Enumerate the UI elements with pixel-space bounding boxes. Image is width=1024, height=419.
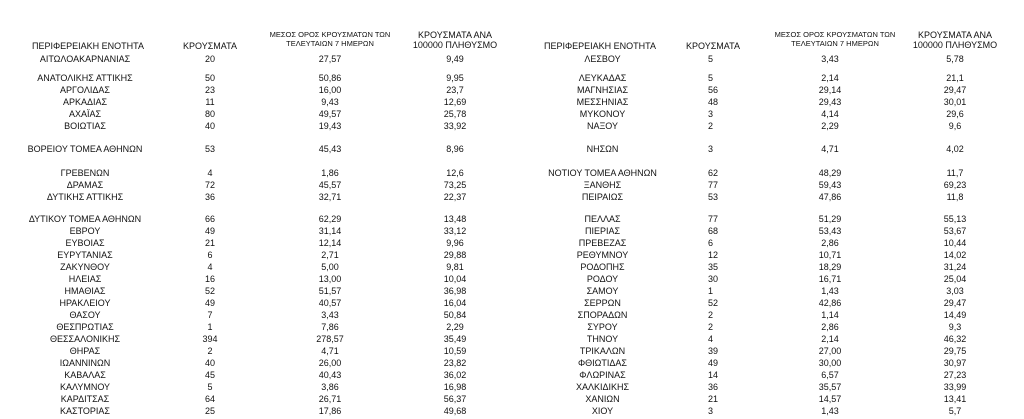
left-region-name: ΒΟΙΩΤΙΑΣ bbox=[64, 121, 106, 131]
right-cases-value: 49 bbox=[708, 358, 719, 368]
right-region-name: ΝΗΣΩΝ bbox=[586, 144, 619, 154]
right-per100k-value: 46,32 bbox=[943, 334, 967, 344]
right-cases-value: 2 bbox=[708, 310, 714, 320]
left-region-name: ΚΑΛΥΜΝΟΥ bbox=[59, 382, 111, 392]
right-avg-7day-value: 2,14 bbox=[821, 73, 839, 83]
left-cases-value: 20 bbox=[204, 54, 215, 64]
left-per100k-value: 49,68 bbox=[443, 406, 467, 416]
right-cases-value: 3 bbox=[708, 109, 714, 119]
left-region-name: ΘΗΡΑΣ bbox=[69, 346, 101, 356]
right-region-name: ΡΟΔΟΠΗΣ bbox=[580, 262, 625, 272]
left-avg-7day-value: 9,43 bbox=[321, 97, 339, 107]
right-region-name: ΞΑΝΘΗΣ bbox=[583, 180, 622, 190]
left-region-name: ΕΥΡΥΤΑΝΙΑΣ bbox=[57, 250, 113, 260]
left-region-name: ΚΑΒΑΛΑΣ bbox=[64, 370, 106, 380]
left-avg-7day-value: 3,43 bbox=[321, 310, 339, 320]
left-region-name: ΑΧΑΪΑΣ bbox=[68, 109, 102, 119]
left-region-name: ΕΒΡΟΥ bbox=[69, 226, 101, 236]
left-per100k-value: 16,98 bbox=[443, 382, 467, 392]
right-cases-value: 6 bbox=[708, 238, 714, 248]
left-cases-value: 25 bbox=[204, 406, 215, 416]
left-avg-7day-value: 32,71 bbox=[318, 192, 342, 202]
left-region-name: ΘΑΣΟΥ bbox=[69, 310, 101, 320]
right-region-name: ΧΑΛΚΙΔΙΚΗΣ bbox=[575, 382, 630, 392]
left-cases-value: 49 bbox=[204, 226, 215, 236]
left-region-name: ΚΑΣΤΟΡΙΑΣ bbox=[60, 406, 110, 416]
left-region-name: ΕΥΒΟΙΑΣ bbox=[65, 238, 105, 248]
right-avg-7day-value: 53,43 bbox=[818, 226, 842, 236]
left-cases-value: 4 bbox=[207, 262, 213, 272]
right-per100k-value: 30,97 bbox=[943, 358, 967, 368]
header-region-left: ΠΕΡΙΦΕΡΕΙΑΚΗ ΕΝΟΤΗΤΑ bbox=[31, 41, 145, 51]
right-per100k-value: 9,3 bbox=[948, 322, 962, 332]
right-avg-7day-value: 4,14 bbox=[821, 109, 839, 119]
left-avg-7day-value: 45,43 bbox=[318, 144, 342, 154]
right-region-name: ΣΕΡΡΩΝ bbox=[584, 298, 621, 308]
right-region-name: ΜΕΣΣΗΝΙΑΣ bbox=[576, 97, 629, 107]
right-per100k-value: 29,47 bbox=[943, 85, 967, 95]
left-per100k-value: 23,7 bbox=[446, 85, 464, 95]
left-region-name: ΔΡΑΜΑΣ bbox=[66, 180, 104, 190]
right-avg-7day-value: 10,71 bbox=[818, 250, 842, 260]
left-cases-value: 7 bbox=[207, 310, 213, 320]
left-cases-value: 72 bbox=[204, 180, 215, 190]
left-avg-7day-value: 50,86 bbox=[318, 73, 342, 83]
left-cases-value: 4 bbox=[207, 168, 213, 178]
left-region-name: ΑΡΚΑΔΙΑΣ bbox=[62, 97, 108, 107]
left-region-name: ΔΥΤΙΚΟΥ ΤΟΜΕΑ ΑΘΗΝΩΝ bbox=[28, 214, 142, 224]
right-avg-7day-value: 59,43 bbox=[818, 180, 842, 190]
right-cases-value: 48 bbox=[708, 97, 719, 107]
right-per100k-value: 11,7 bbox=[946, 168, 964, 178]
left-per100k-value: 10,59 bbox=[443, 346, 467, 356]
right-cases-value: 39 bbox=[708, 346, 719, 356]
right-region-name: ΜΑΓΝΗΣΙΑΣ bbox=[576, 85, 629, 95]
right-avg-7day-value: 16,71 bbox=[818, 274, 842, 284]
right-avg-7day-value: 47,86 bbox=[818, 192, 842, 202]
right-avg-7day-value: 6,57 bbox=[821, 370, 839, 380]
right-avg-7day-value: 35,57 bbox=[818, 382, 842, 392]
left-avg-7day-value: 17,86 bbox=[318, 406, 342, 416]
left-per100k-value: 50,84 bbox=[443, 310, 467, 320]
left-region-name: ΗΡΑΚΛΕΙΟΥ bbox=[59, 298, 111, 308]
left-cases-value: 64 bbox=[204, 394, 215, 404]
left-avg-7day-value: 26,71 bbox=[318, 394, 342, 404]
left-avg-7day-value: 4,71 bbox=[321, 346, 339, 356]
left-avg-7day-value: 45,57 bbox=[318, 180, 342, 190]
right-cases-value: 14 bbox=[708, 370, 719, 380]
right-cases-value: 12 bbox=[708, 250, 719, 260]
header-avg-right: ΜΕΣΟΣ ΟΡΟΣ ΚΡΟΥΣΜΑΤΩΝ ΤΩΝ ΤΕΛΕΥΤΑΙΩΝ 7 ΗΜΕΡΩΝ bbox=[774, 30, 896, 48]
left-region-name: ΓΡΕΒΕΝΩΝ bbox=[60, 168, 110, 178]
right-avg-7day-value: 27,00 bbox=[818, 346, 842, 356]
left-region-name: ΑΙΤΩΛΟΑΚΑΡΝΑΝΙΑΣ bbox=[39, 54, 131, 64]
left-cases-value: 6 bbox=[207, 250, 213, 260]
left-per100k-value: 9,95 bbox=[446, 73, 464, 83]
left-cases-value: 80 bbox=[204, 109, 215, 119]
right-cases-value: 3 bbox=[708, 406, 714, 416]
right-per100k-value: 29,75 bbox=[943, 346, 967, 356]
right-region-name: ΠΙΕΡΙΑΣ bbox=[584, 226, 621, 236]
right-cases-value: 30 bbox=[708, 274, 719, 284]
right-per100k-value: 5,78 bbox=[946, 54, 964, 64]
right-region-name: ΦΘΙΩΤΙΔΑΣ bbox=[578, 358, 627, 368]
right-cases-value: 68 bbox=[708, 226, 719, 236]
right-cases-value: 2 bbox=[708, 322, 714, 332]
right-avg-7day-value: 1,43 bbox=[821, 286, 839, 296]
left-cases-value: 2 bbox=[207, 346, 213, 356]
header-avg-left: ΜΕΣΟΣ ΟΡΟΣ ΚΡΟΥΣΜΑΤΩΝ ΤΩΝ ΤΕΛΕΥΤΑΙΩΝ 7 ΗΜΕΡΩΝ bbox=[269, 30, 391, 48]
left-per100k-value: 33,12 bbox=[443, 226, 467, 236]
right-per100k-value: 55,13 bbox=[943, 214, 967, 224]
right-region-name: ΡΟΔΟΥ bbox=[586, 274, 619, 284]
right-region-name: ΠΕΛΛΑΣ bbox=[584, 214, 621, 224]
right-per100k-value: 25,04 bbox=[943, 274, 967, 284]
header-per100k-right: ΚΡΟΥΣΜΑΤΑ ΑΝΑ 100000 ΠΛΗΘΥΣΜΟ bbox=[912, 30, 998, 50]
left-avg-7day-value: 31,14 bbox=[318, 226, 342, 236]
left-avg-7day-value: 1,86 bbox=[321, 168, 339, 178]
right-avg-7day-value: 29,14 bbox=[818, 85, 842, 95]
left-per100k-value: 9,49 bbox=[446, 54, 464, 64]
right-region-name: ΤΗΝΟΥ bbox=[586, 334, 619, 344]
right-region-name: ΝΑΞΟΥ bbox=[586, 121, 619, 131]
right-per100k-value: 13,41 bbox=[943, 394, 967, 404]
right-avg-7day-value: 1,14 bbox=[821, 310, 839, 320]
right-per100k-value: 31,24 bbox=[943, 262, 967, 272]
right-region-name: ΦΛΩΡΙΝΑΣ bbox=[579, 370, 626, 380]
left-per100k-value: 2,29 bbox=[446, 322, 464, 332]
left-per100k-value: 10,04 bbox=[443, 274, 467, 284]
left-avg-7day-value: 49,57 bbox=[318, 109, 342, 119]
right-region-name: ΠΕΙΡΑΙΩΣ bbox=[581, 192, 624, 202]
right-region-name: ΣΠΟΡΑΔΩΝ bbox=[577, 310, 628, 320]
right-region-name: ΡΕΘΥΜΝΟΥ bbox=[576, 250, 629, 260]
right-avg-7day-value: 18,29 bbox=[818, 262, 842, 272]
right-cases-value: 77 bbox=[708, 214, 719, 224]
right-cases-value: 2 bbox=[708, 121, 714, 131]
right-region-name: ΣΥΡΟΥ bbox=[587, 322, 618, 332]
left-region-name: ΒΟΡΕΙΟΥ ΤΟΜΕΑ ΑΘΗΝΩΝ bbox=[27, 144, 143, 154]
right-region-name: ΝΟΤΙΟΥ ΤΟΜΕΑ ΑΘΗΝΩΝ bbox=[548, 168, 657, 178]
right-region-name: ΛΕΣΒΟΥ bbox=[584, 54, 621, 64]
left-per100k-value: 8,96 bbox=[446, 144, 464, 154]
right-region-name: ΣΑΜΟΥ bbox=[586, 286, 619, 296]
right-cases-value: 53 bbox=[708, 192, 719, 202]
left-region-name: ΑΝΑΤΟΛΙΚΗΣ ΑΤΤΙΚΗΣ bbox=[37, 73, 133, 83]
right-region-name: ΠΡΕΒΕΖΑΣ bbox=[578, 238, 627, 248]
left-avg-7day-value: 2,71 bbox=[321, 250, 339, 260]
right-avg-7day-value: 48,29 bbox=[818, 168, 842, 178]
right-region-name: ΛΕΥΚΑΔΑΣ bbox=[578, 73, 627, 83]
left-cases-value: 49 bbox=[204, 298, 215, 308]
left-cases-value: 50 bbox=[204, 73, 215, 83]
left-cases-value: 5 bbox=[207, 382, 213, 392]
left-cases-value: 40 bbox=[204, 121, 215, 131]
right-avg-7day-value: 2,86 bbox=[821, 322, 839, 332]
left-per100k-value: 12,69 bbox=[443, 97, 467, 107]
right-cases-value: 1 bbox=[708, 286, 714, 296]
right-avg-7day-value: 14,57 bbox=[818, 394, 842, 404]
header-cases-left: ΚΡΟΥΣΜΑΤΑ bbox=[183, 41, 237, 51]
right-per100k-value: 4,02 bbox=[946, 144, 964, 154]
left-cases-value: 45 bbox=[204, 370, 215, 380]
left-avg-7day-value: 7,86 bbox=[321, 322, 339, 332]
left-per100k-value: 13,48 bbox=[443, 214, 467, 224]
right-avg-7day-value: 30,00 bbox=[818, 358, 842, 368]
left-cases-value: 36 bbox=[204, 192, 215, 202]
left-cases-value: 23 bbox=[204, 85, 215, 95]
left-per100k-value: 56,37 bbox=[443, 394, 467, 404]
left-avg-7day-value: 51,57 bbox=[318, 286, 342, 296]
left-avg-7day-value: 19,43 bbox=[318, 121, 342, 131]
right-per100k-value: 9,6 bbox=[948, 121, 962, 131]
right-per100k-value: 30,01 bbox=[943, 97, 967, 107]
left-avg-7day-value: 13,00 bbox=[318, 274, 342, 284]
left-per100k-value: 12,6 bbox=[446, 168, 464, 178]
right-cases-value: 21 bbox=[708, 394, 719, 404]
header-region-right: ΠΕΡΙΦΕΡΕΙΑΚΗ ΕΝΟΤΗΤΑ bbox=[543, 41, 657, 51]
right-cases-value: 35 bbox=[708, 262, 719, 272]
right-avg-7day-value: 51,29 bbox=[818, 214, 842, 224]
right-per100k-value: 10,44 bbox=[943, 238, 967, 248]
left-region-name: ΘΕΣΠΡΩΤΙΑΣ bbox=[56, 322, 114, 332]
right-per100k-value: 29,47 bbox=[943, 298, 967, 308]
right-region-name: ΤΡΙΚΑΛΩΝ bbox=[579, 346, 626, 356]
right-per100k-value: 53,67 bbox=[943, 226, 967, 236]
left-per100k-value: 29,88 bbox=[443, 250, 467, 260]
left-avg-7day-value: 40,57 bbox=[318, 298, 342, 308]
left-cases-value: 16 bbox=[204, 274, 215, 284]
left-cases-value: 21 bbox=[204, 238, 215, 248]
right-cases-value: 5 bbox=[708, 54, 714, 64]
right-per100k-value: 27,23 bbox=[943, 370, 967, 380]
right-cases-value: 5 bbox=[708, 73, 714, 83]
header-cases-right: ΚΡΟΥΣΜΑΤΑ bbox=[686, 41, 740, 51]
left-avg-7day-value: 26,00 bbox=[318, 358, 342, 368]
right-avg-7day-value: 4,71 bbox=[821, 144, 839, 154]
left-region-name: ΔΥΤΙΚΗΣ ΑΤΤΙΚΗΣ bbox=[46, 192, 124, 202]
right-cases-value: 36 bbox=[708, 382, 719, 392]
right-per100k-value: 14,49 bbox=[943, 310, 967, 320]
right-per100k-value: 33,99 bbox=[943, 382, 967, 392]
left-avg-7day-value: 3,86 bbox=[321, 382, 339, 392]
left-cases-value: 1 bbox=[207, 322, 213, 332]
left-region-name: ΗΛΕΙΑΣ bbox=[68, 274, 102, 284]
right-avg-7day-value: 2,29 bbox=[821, 121, 839, 131]
right-cases-value: 52 bbox=[708, 298, 719, 308]
left-per100k-value: 25,78 bbox=[443, 109, 467, 119]
right-cases-value: 62 bbox=[708, 168, 719, 178]
left-avg-7day-value: 16,00 bbox=[318, 85, 342, 95]
left-cases-value: 53 bbox=[204, 144, 215, 154]
left-avg-7day-value: 40,43 bbox=[318, 370, 342, 380]
left-cases-value: 11 bbox=[205, 97, 215, 107]
right-region-name: ΜΥΚΟΝΟΥ bbox=[579, 109, 626, 119]
left-cases-value: 66 bbox=[204, 214, 215, 224]
left-region-name: ΚΑΡΔΙΤΣΑΣ bbox=[60, 394, 110, 404]
left-region-name: ΘΕΣΣΑΛΟΝΙΚΗΣ bbox=[49, 334, 121, 344]
left-cases-value: 394 bbox=[202, 334, 218, 344]
left-region-name: ΙΩΑΝΝΙΝΩΝ bbox=[59, 358, 111, 368]
left-avg-7day-value: 62,29 bbox=[318, 214, 342, 224]
left-region-name: ΗΜΑΘΙΑΣ bbox=[64, 286, 106, 296]
right-cases-value: 3 bbox=[708, 144, 714, 154]
left-cases-value: 40 bbox=[204, 358, 215, 368]
right-per100k-value: 5,7 bbox=[948, 406, 962, 416]
right-avg-7day-value: 2,86 bbox=[821, 238, 839, 248]
right-per100k-value: 69,23 bbox=[943, 180, 967, 190]
right-avg-7day-value: 42,86 bbox=[818, 298, 842, 308]
right-avg-7day-value: 29,43 bbox=[818, 97, 842, 107]
left-cases-value: 52 bbox=[204, 286, 215, 296]
left-per100k-value: 9,96 bbox=[446, 238, 464, 248]
right-cases-value: 56 bbox=[708, 85, 719, 95]
right-per100k-value: 11,8 bbox=[946, 192, 964, 202]
right-region-name: ΧΑΝΙΩΝ bbox=[585, 394, 620, 404]
left-per100k-value: 23,82 bbox=[443, 358, 467, 368]
left-per100k-value: 36,02 bbox=[443, 370, 467, 380]
left-per100k-value: 35,49 bbox=[443, 334, 467, 344]
right-avg-7day-value: 1,43 bbox=[821, 406, 839, 416]
left-region-name: ΑΡΓΟΛΙΔΑΣ bbox=[60, 85, 110, 95]
header-per100k-left: ΚΡΟΥΣΜΑΤΑ ΑΝΑ 100000 ΠΛΗΘΥΣΜΟ bbox=[412, 30, 498, 50]
right-avg-7day-value: 3,43 bbox=[821, 54, 839, 64]
left-per100k-value: 16,04 bbox=[443, 298, 467, 308]
left-per100k-value: 36,98 bbox=[443, 286, 467, 296]
left-per100k-value: 22,37 bbox=[443, 192, 467, 202]
left-region-name: ΖΑΚΥΝΘΟΥ bbox=[60, 262, 110, 272]
left-per100k-value: 33,92 bbox=[443, 121, 467, 131]
left-per100k-value: 73,25 bbox=[443, 180, 467, 190]
left-avg-7day-value: 278,57 bbox=[316, 334, 344, 344]
right-per100k-value: 14,02 bbox=[943, 250, 967, 260]
right-cases-value: 4 bbox=[708, 334, 714, 344]
right-avg-7day-value: 2,14 bbox=[821, 334, 839, 344]
right-cases-value: 77 bbox=[708, 180, 719, 190]
right-per100k-value: 29,6 bbox=[946, 109, 964, 119]
left-avg-7day-value: 12,14 bbox=[318, 238, 342, 248]
right-region-name: ΧΙΟΥ bbox=[591, 406, 614, 416]
right-per100k-value: 21,1 bbox=[946, 73, 964, 83]
left-avg-7day-value: 27,57 bbox=[318, 54, 342, 64]
right-per100k-value: 3,03 bbox=[946, 286, 964, 296]
left-per100k-value: 9,81 bbox=[446, 262, 464, 272]
left-avg-7day-value: 5,00 bbox=[321, 262, 339, 272]
